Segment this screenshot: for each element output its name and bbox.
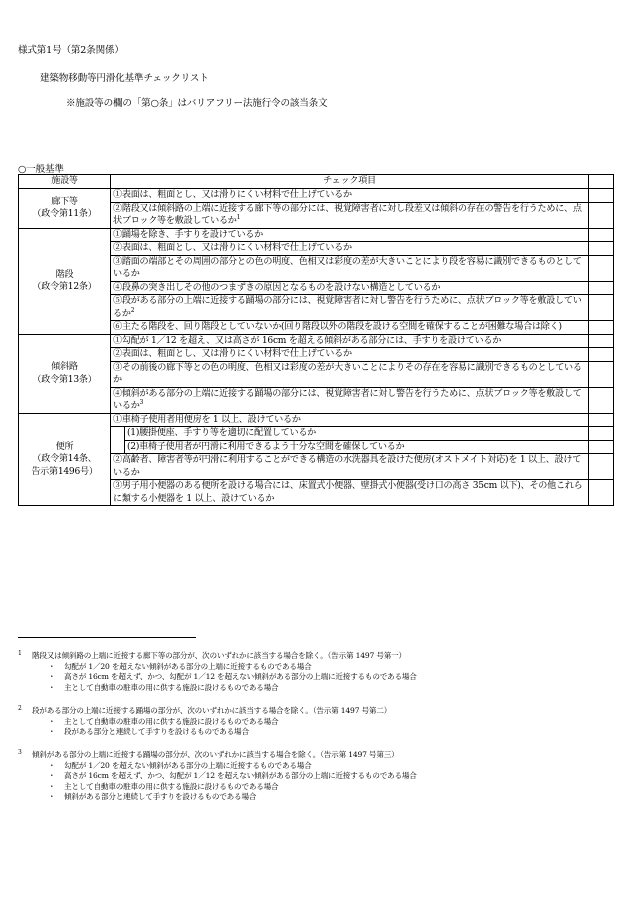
footnote: [18, 706, 618, 738]
table-row: [19, 334, 614, 348]
check-item: ②表面は、粗面とし、又は滑りにくい材料で仕上げているか: [111, 348, 589, 362]
check-item: ④傾斜がある部分の上端に近接する踊場の部分には、視覚障害者に対し警告を行うために、点状ブロック等を敷設しているか$^3$: [111, 387, 589, 413]
indent-cell: [111, 440, 125, 454]
checkbox-cell[interactable]: [589, 454, 614, 480]
checkbox-cell[interactable]: [589, 281, 614, 295]
check-item: ①踊場を除き、手すりを設けているか: [111, 228, 589, 242]
list-item: ・ 高さが 16cm を超えず、かつ、勾配が 1／12 を超えない傾斜がある部分の上端に近接するものである場合: [48, 771, 618, 782]
table-header-row: [19, 175, 614, 189]
column-header-check: [589, 175, 614, 189]
facility-ref: （政令第13条）: [32, 374, 97, 385]
facility-cell-stairs: [19, 228, 111, 334]
document-title: 建築物移動等円滑化基準チェックリスト: [40, 73, 209, 84]
footnote-divider: [18, 637, 196, 638]
footnote-text: 傾斜がある部分の上端に近接する踊場の部分が、次のいずれかに該当する場合を除く。（告示第 1497 号第三）: [32, 750, 399, 759]
checklist-table: [18, 174, 614, 506]
check-item: ②階段又は傾斜路の上端に近接する廊下等の部分には、視覚障害者に対し段差又は傾斜の存在の警告を行うために、点状ブロック等を敷設しているか$^1$: [111, 202, 589, 228]
check-item: ⑥主たる階段を、回り階段としていないか(回り階段以外の階段を設ける空間を確保することが困難な場合は除く): [111, 321, 589, 335]
check-item: ④段鼻の突き出しその他のつまずきの原因となるものを設けない構造としているか: [111, 281, 589, 295]
table-row: [19, 228, 614, 242]
checkbox-cell[interactable]: [589, 480, 614, 506]
facility-cell-toilet: [19, 413, 111, 506]
facility-ref: （政令第12条）: [32, 282, 97, 292]
footnote: [18, 750, 618, 803]
check-subitem: (1)腰掛便座、手すり等を適切に配置しているか: [125, 427, 589, 441]
check-subitem: (2)車椅子使用者が円滑に利用できるよう十分な空間を確保しているか: [125, 440, 589, 454]
footnote-list: [18, 662, 618, 694]
checkbox-cell[interactable]: [589, 348, 614, 362]
checkbox-cell[interactable]: [589, 255, 614, 281]
checkbox-cell[interactable]: [589, 295, 614, 321]
column-header-items: チェック項目: [111, 175, 589, 189]
facility-cell-ramp: [19, 334, 111, 413]
footnote-list: [18, 717, 618, 738]
checkbox-cell[interactable]: [589, 242, 614, 256]
table-row: [19, 413, 614, 427]
column-header-facility: 施設等: [19, 175, 111, 189]
facility-ref: 告示第1496号）: [31, 466, 98, 477]
checkbox-cell[interactable]: [589, 189, 614, 203]
facility-ref: （政令第11条）: [32, 209, 97, 220]
checkbox-cell[interactable]: [589, 413, 614, 427]
check-item: ③踏面の端部とその周囲の部分との色の明度、色相又は彩度の差が大きいことにより段を容易に識別できるものとしているか: [111, 255, 589, 281]
list-item: ・ 主として自動車の駐車の用に供する施設に設けるものである場合: [48, 717, 618, 728]
check-item: ③その前後の廊下等との色の明度、色相又は彩度の差が大きいことによりその存在を容易に識別できるものとしているか: [111, 361, 589, 387]
list-item: ・ 主として自動車の駐車の用に供する施設に設けるものである場合: [48, 782, 618, 793]
footnote: [18, 651, 618, 693]
check-item: ②表面は、粗面とし、又は滑りにくい材料で仕上げているか: [111, 242, 589, 256]
check-item: ②高齢者、障害者等が円滑に利用することができる構造の水洗器具を設けた便房(オストメイト対応)を 1 以上、設けているか: [111, 454, 589, 480]
list-item: ・ 勾配が 1／20 を超えない傾斜がある部分の上端に近接するものである場合: [48, 761, 618, 772]
facility-name: 便所: [55, 441, 74, 452]
facility-ref: （政令第14条、: [32, 454, 97, 464]
facility-name: 廊下等: [51, 196, 78, 207]
footnote-ref[interactable]: 2: [130, 306, 135, 314]
check-item: ①勾配が 1／12 を超え、又は高さが 16cm を超える傾斜がある部分には、手すりを設けているか: [111, 334, 589, 348]
list-item: ・ 勾配が 1／20 を超えない傾斜がある部分の上端に近接するものである場合: [48, 662, 618, 673]
section-heading: ○一般基準: [18, 164, 64, 175]
check-item: ⑤段がある部分の上端に近接する踊場の部分には、視覚障害者に対し警告を行うために、点状ブロック等を敷設しているか$^2$: [111, 295, 589, 321]
footnote-text: 段がある部分の上端に近接する踊場の部分が、次のいずれかに該当する場合を除く。（告示第 1497 号第二）: [32, 706, 392, 715]
footnote-ref[interactable]: 1: [236, 213, 241, 221]
checkbox-cell[interactable]: [589, 361, 614, 387]
form-title: 様式第1号（第2条関係）: [18, 45, 124, 56]
checkbox-cell[interactable]: [589, 387, 614, 413]
footnote-mark: 2: [18, 705, 22, 712]
footnote-text: 階段又は傾斜路の上端に近接する廊下等の部分が、次のいずれかに該当する場合を除く。（告示第 1497 号第一）: [32, 651, 406, 660]
checkbox-cell[interactable]: [589, 321, 614, 335]
facility-cell-corridor: [19, 189, 111, 229]
footnote-mark: 3: [18, 749, 22, 756]
checkbox-cell[interactable]: [589, 228, 614, 242]
footnote-mark: 1: [18, 650, 22, 657]
checkbox-cell[interactable]: [589, 440, 614, 454]
footnote-ref[interactable]: 3: [139, 398, 144, 406]
document-note: ※施設等の欄の「第○条」はバリアフリー法施行令の該当条文: [66, 98, 328, 109]
list-item: ・ 主として自動車の駐車の用に供する施設に設けるものである場合: [48, 683, 618, 694]
list-item: ・ 高さが 16cm を超えず、かつ、勾配が 1／12 を超えない傾斜がある部分の上端に近接するものである場合: [48, 672, 618, 683]
list-item: ・ 傾斜がある部分と連続して手すりを設けるものである場合: [48, 792, 618, 803]
check-item: ③男子用小便器のある便所を設ける場合には、床置式小便器、壁掛式小便器(受け口の高さ 35cm 以下)、その他これらに類する小便器を 1 以上、設けているか: [111, 480, 589, 506]
footnote-list: [18, 761, 618, 803]
indent-cell: [111, 427, 125, 441]
table-row: [19, 189, 614, 203]
checkbox-cell[interactable]: [589, 202, 614, 228]
check-item: ①車椅子使用者用便房を 1 以上、設けているか: [111, 413, 589, 427]
facility-name: 傾斜路: [51, 362, 78, 372]
check-item: ①表面は、粗面とし、又は滑りにくい材料で仕上げているか: [111, 189, 589, 203]
checkbox-cell[interactable]: [589, 427, 614, 441]
list-item: ・ 段がある部分と連続して手すりを設けるものである場合: [48, 727, 618, 738]
checkbox-cell[interactable]: [589, 334, 614, 348]
facility-name: 階段: [55, 269, 74, 280]
